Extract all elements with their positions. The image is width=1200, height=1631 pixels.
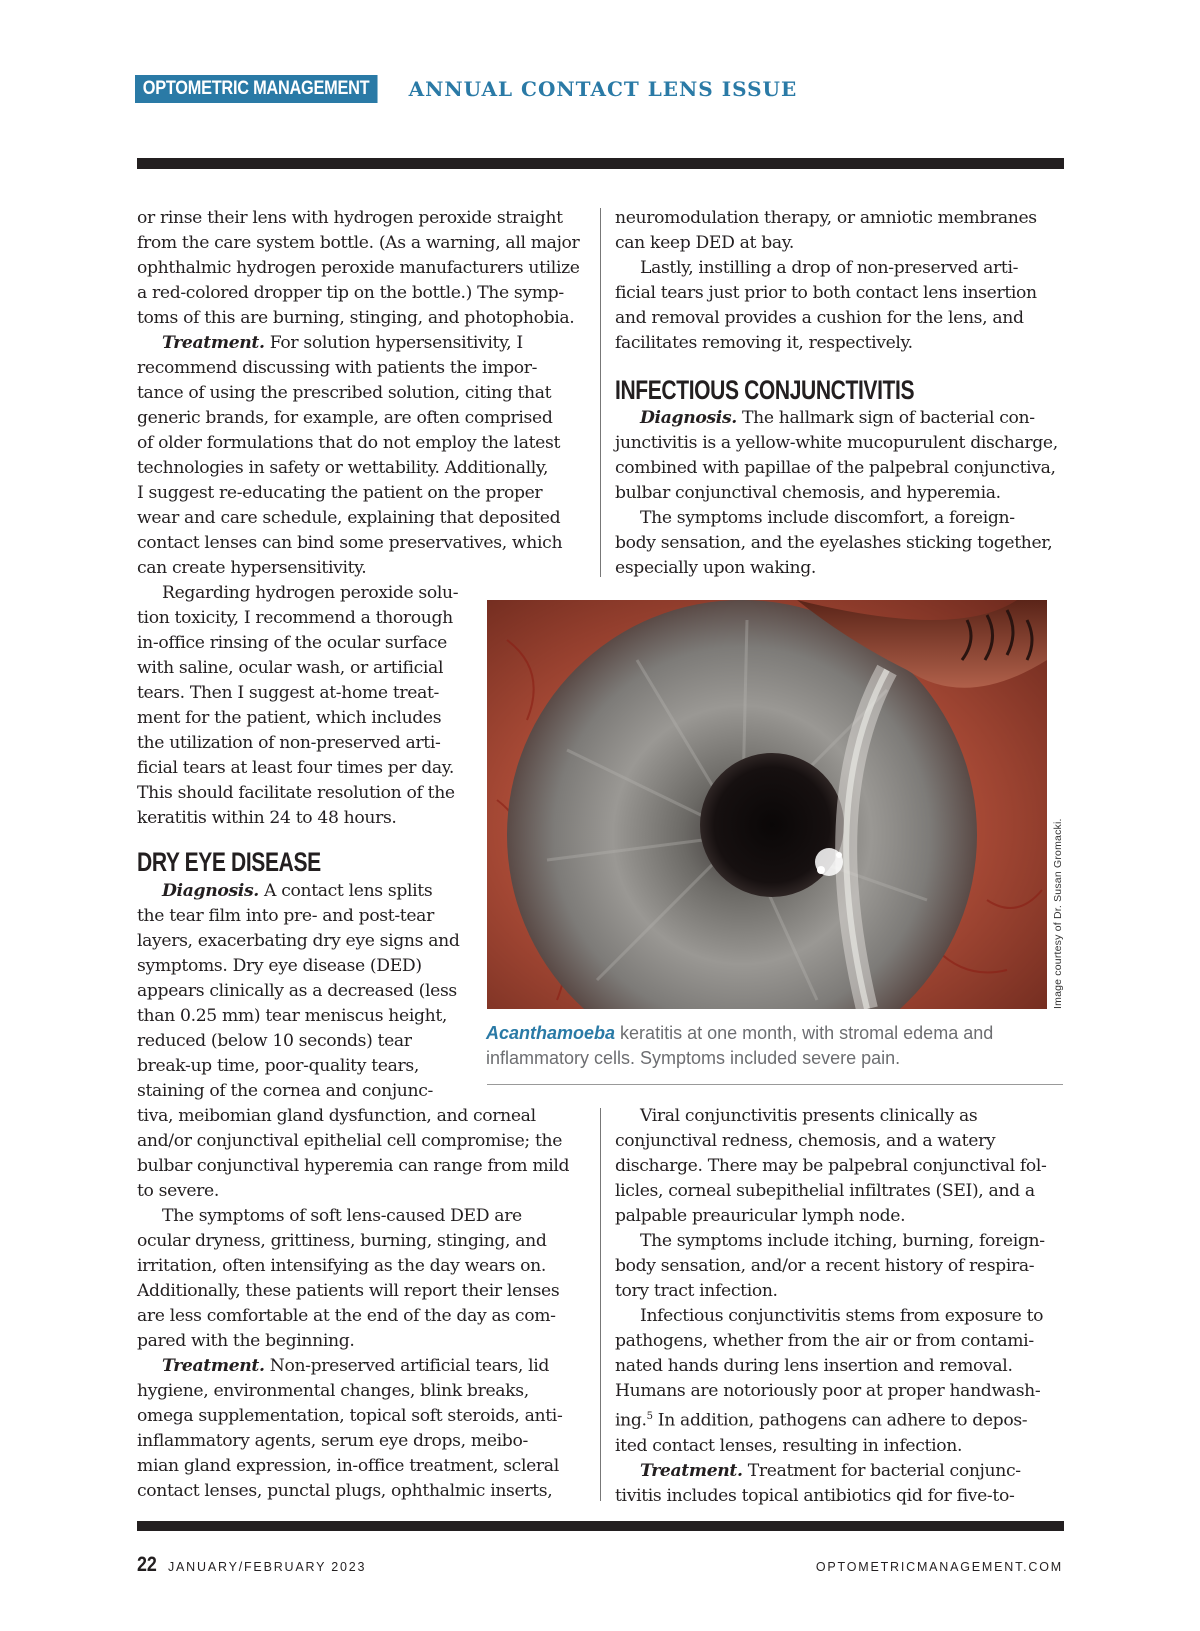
website-url: OPTOMETRICMANAGEMENT.COM (815, 1560, 1063, 1574)
body-line: Viral conjunctivitis presents clinically as (640, 1106, 978, 1126)
body-line: This should facilitate resolution of the (137, 783, 455, 803)
body-line: ficial tears at least four times per day. (137, 758, 454, 778)
body-line: palpable preauricular lymph node. (615, 1206, 906, 1226)
figure-caption (486, 1021, 993, 1071)
body-line: pared with the beginning. (137, 1331, 355, 1351)
body-line: ment for the patient, which includes (137, 708, 442, 728)
body-line: nated hands during lens insertion and removal. (615, 1356, 1013, 1376)
body-line: tory tract infection. (615, 1281, 778, 1301)
body-line: contact lenses, punctal plugs, ophthalmic inserts, (137, 1481, 553, 1501)
body-line: junctivitis is a yellow-white mucopurulent discharge, (615, 433, 1058, 453)
caption-line: Acanthamoeba keratitis at one month, with stromal edema and (486, 1023, 994, 1043)
body-line: layers, exacerbating dry eye signs and (137, 931, 460, 951)
body-line: discharge. There may be palpebral conjunctival fol- (615, 1156, 1047, 1176)
body-line: ficial tears just prior to both contact lens insertion (615, 283, 1037, 303)
body-line: Treatment. Non-preserved artificial tears, lid (162, 1356, 550, 1376)
run-in-head: Treatment. (640, 1460, 743, 1481)
body-line: tance of using the prescribed solution, citing that (137, 383, 552, 403)
top-rule (137, 158, 1064, 169)
photo-credit: Image courtesy of Dr. Susan Gromacki. (1052, 818, 1064, 1009)
body-line: technologies in safety or wettability. Additionally, (137, 458, 549, 478)
body-line: can create hypersensitivity. (137, 558, 367, 578)
issue-date: JANUARY/FEBRUARY 2023 (168, 1560, 367, 1574)
body-line: can keep DED at bay. (615, 233, 794, 253)
footnote-ref: 5 (646, 1411, 653, 1422)
body-line: Diagnosis. A contact lens splits (162, 881, 433, 901)
right-column-top (615, 206, 1037, 356)
body-line: keratitis within 24 to 48 hours. (137, 808, 397, 828)
right-column-bottom (615, 1104, 1046, 1509)
body-line: Infectious conjunctivitis stems from exposure to (640, 1306, 1044, 1326)
body-line: tivitis includes topical antibiotics qid for five-to- (615, 1485, 1015, 1506)
column-divider (600, 1108, 601, 1501)
body-line: from the care system bottle. (As a warning, all major (137, 233, 580, 253)
body-line: ophthalmic hydrogen peroxide manufacturers utilize (137, 258, 580, 278)
body-line: wear and care schedule, explaining that deposited (137, 508, 561, 528)
body-line: or rinse their lens with hydrogen peroxide straight (137, 208, 563, 228)
run-in-head: Diagnosis. (640, 408, 737, 428)
body-line: recommend discussing with patients the impor- (137, 358, 538, 378)
body-line: hygiene, environmental changes, blink breaks, (137, 1381, 529, 1401)
body-line: licles, corneal subepithelial infiltrates (SEI), and a (615, 1181, 1035, 1201)
body-line: The symptoms include itching, burning, foreign- (640, 1231, 1045, 1251)
body-line: with saline, ocular wash, or artificial (137, 658, 444, 678)
column-divider (600, 208, 601, 577)
body-line: I suggest re-educating the patient on the proper (137, 483, 543, 503)
run-in-head: Treatment. (162, 333, 265, 353)
eye-photograph (487, 600, 1047, 1009)
issue-title: ANNUAL CONTACT LENS ISSUE (408, 77, 798, 101)
body-line: contact lenses can bind some preservatives, which (137, 533, 563, 553)
body-line: combined with papillae of the palpebral conjunctiva, (615, 458, 1056, 478)
body-line: of older formulations that do not employ the latest (137, 433, 561, 453)
body-line: and removal provides a cushion for the lens, and (615, 308, 1024, 328)
body-line: omega supplementation, topical soft steroids, anti- (137, 1406, 563, 1426)
eye-illustration (487, 600, 1047, 1009)
body-line: Treatment. For solution hypersensitivity, I (162, 333, 523, 353)
section-heading-infectious: INFECTIOUS CONJUNCTIVITIS (615, 375, 915, 405)
running-header (135, 74, 797, 104)
body-line: facilitates removing it, respectively. (615, 333, 913, 353)
body-line: Humans are notoriously poor at proper handwash- (615, 1381, 1041, 1401)
body-line: pathogens, whether from the air or from contami- (615, 1331, 1034, 1351)
caption-line: inflammatory cells. Symptoms included severe pain. (486, 1048, 901, 1068)
body-line: neuromodulation therapy, or amniotic membranes (615, 208, 1037, 228)
run-in-head: Treatment. (162, 1356, 265, 1376)
body-line: Treatment. Treatment for bacterial conjunc- (640, 1460, 1021, 1481)
body-line: staining of the cornea and conjunc- (137, 1081, 433, 1101)
body-line: Diagnosis. The hallmark sign of bacterial con- (640, 408, 1035, 428)
page-number: 22 (137, 1553, 157, 1576)
body-line: body sensation, and the eyelashes sticking together, (615, 533, 1053, 553)
body-line: a red-colored dropper tip on the bottle.) The symp- (137, 283, 564, 303)
body-line: in-office rinsing of the ocular surface (137, 633, 447, 653)
body-line: The symptoms include discomfort, a foreign- (640, 508, 1015, 528)
body-line: Additionally, these patients will report their lenses (137, 1281, 560, 1301)
body-line: break-up time, poor-quality tears, (137, 1056, 419, 1076)
body-line: ocular dryness, grittiness, burning, stinging, and (137, 1231, 547, 1251)
body-line: reduced (below 10 seconds) tear (137, 1031, 412, 1051)
body-line: the tear film into pre- and post-tear (137, 906, 434, 926)
infectious-body (615, 406, 1058, 581)
body-line: tiva, meibomian gland dysfunction, and corneal (137, 1106, 536, 1126)
run-in-head: Diagnosis. (162, 881, 259, 901)
body-line: and/or conjunctival epithelial cell compromise; the (137, 1131, 563, 1151)
body-line: tears. Then I suggest at-home treat- (137, 683, 440, 703)
body-line: ing.$^5$ In addition, pathogens can adhere to depos- (615, 1410, 1028, 1431)
body-line: toms of this are burning, stinging, and photophobia. (137, 308, 575, 328)
body-line: Regarding hydrogen peroxide solu- (162, 583, 459, 603)
body-line: irritation, often intensifying as the day wears on. (137, 1256, 547, 1276)
body-line: generic brands, for example, are often comprised (137, 408, 553, 428)
caption-emphasis: Acanthamoeba (486, 1023, 616, 1043)
body-line: appears clinically as a decreased (less (137, 981, 457, 1001)
body-line: mian gland expression, in-office treatment, scleral (137, 1456, 559, 1476)
body-line: bulbar conjunctival hyperemia can range from mild (137, 1156, 570, 1176)
body-line: the utilization of non-preserved arti- (137, 733, 441, 753)
body-line: than 0.25 mm) tear meniscus height, (137, 1006, 448, 1026)
body-line: especially upon waking. (615, 558, 817, 578)
body-line: bulbar conjunctival chemosis, and hyperemia. (615, 483, 1001, 503)
body-line: to severe. (137, 1181, 219, 1201)
body-line: are less comfortable at the end of the day as com- (137, 1306, 556, 1326)
body-line: The symptoms of soft lens-caused DED are (162, 1206, 522, 1226)
body-line: conjunctival redness, chemosis, and a watery (615, 1131, 996, 1151)
section-heading-dry-eye: DRY EYE DISEASE (137, 847, 321, 877)
body-line: symptoms. Dry eye disease (DED) (137, 956, 422, 976)
body-line: tion toxicity, I recommend a thorough (137, 608, 453, 628)
body-line: ited contact lenses, resulting in infection. (615, 1435, 963, 1456)
body-line: Lastly, instilling a drop of non-preserved arti- (640, 258, 1019, 278)
body-line: inflammatory agents, serum eye drops, meibo- (137, 1431, 528, 1451)
body-line: body sensation, and/or a recent history of respira- (615, 1256, 1035, 1276)
magazine-brand: OPTOMETRIC MANAGEMENT (135, 75, 377, 103)
caption-rule (487, 1084, 1063, 1085)
bottom-rule (137, 1521, 1064, 1531)
